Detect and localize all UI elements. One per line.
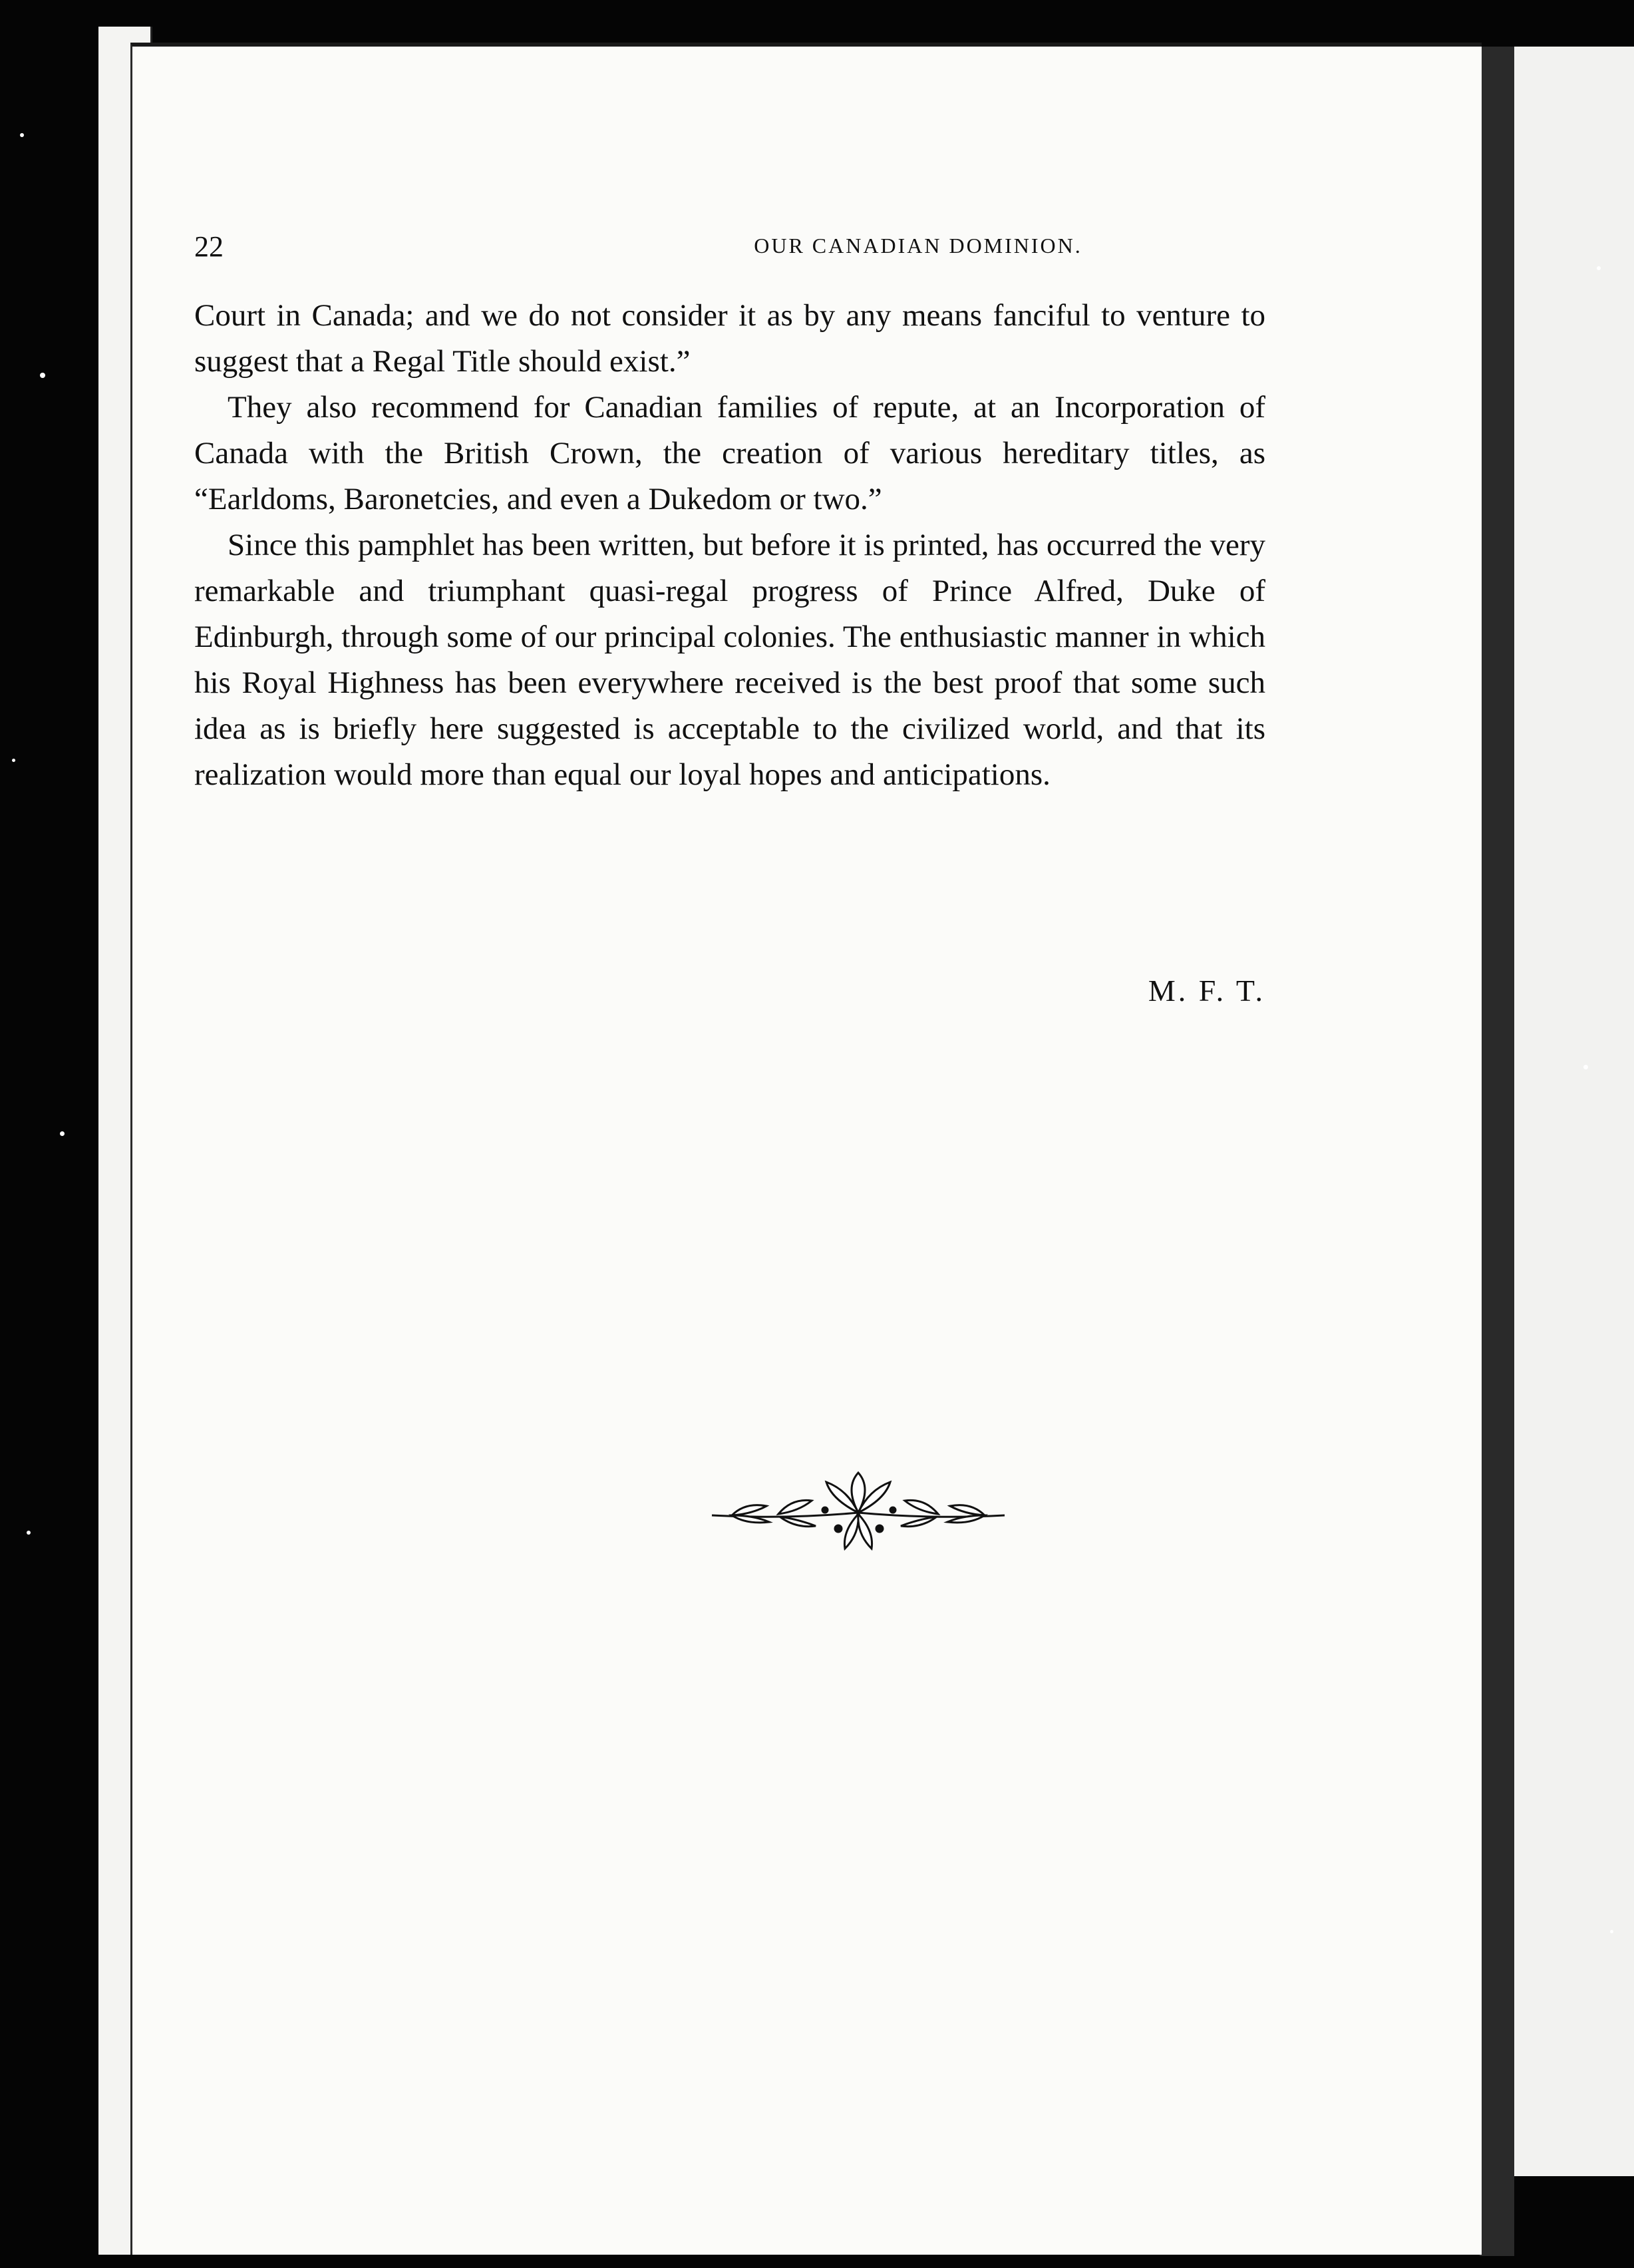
scan-speck [12,759,15,762]
scan-speck [1597,266,1601,270]
scan-speck [27,1531,31,1535]
page-gutter-shadow [1480,47,1514,2256]
paragraph: They also recommend for Canadian families of repute, at an Incorporation of Canada with the British Crown, the creation of various hereditary titles, as “Earldoms, Baronetcies, and even a Dukedom or two.” [194,390,1265,516]
paragraph: Since this pamphlet has been written, but before it is printed, has occurred the very remarkable and triumphant quasi-regal progress of Prince Alfred, Duke of Edinburgh, through some of our principal colonies. The enthusiastic manner in which his Royal Highness has been everywhere received is the best proof that some such idea as is briefly here suggested is acceptable to the civilized world, and that its realization would more than equal our loyal hopes and anticipations. [194,528,1265,792]
paragraph: Court in Canada; and we do not consider it as by any means fanciful to venture to suggest that a Regal Title should exist.” [194,298,1265,379]
scan-speck [20,133,24,137]
body-text [194,293,1265,798]
scan-speck [40,373,45,378]
running-head [194,230,1562,263]
floral-ornament-icon [705,1467,1011,1554]
author-signature: M. F. T. [1148,974,1265,1008]
page-number: 22 [194,230,224,263]
scan-speck [1583,1065,1588,1069]
scan-speck [60,1131,65,1136]
facing-page-edge [1514,47,1634,2176]
scan-speck [1610,1930,1613,1933]
running-title: OUR CANADIAN DOMINION. [754,234,1082,258]
